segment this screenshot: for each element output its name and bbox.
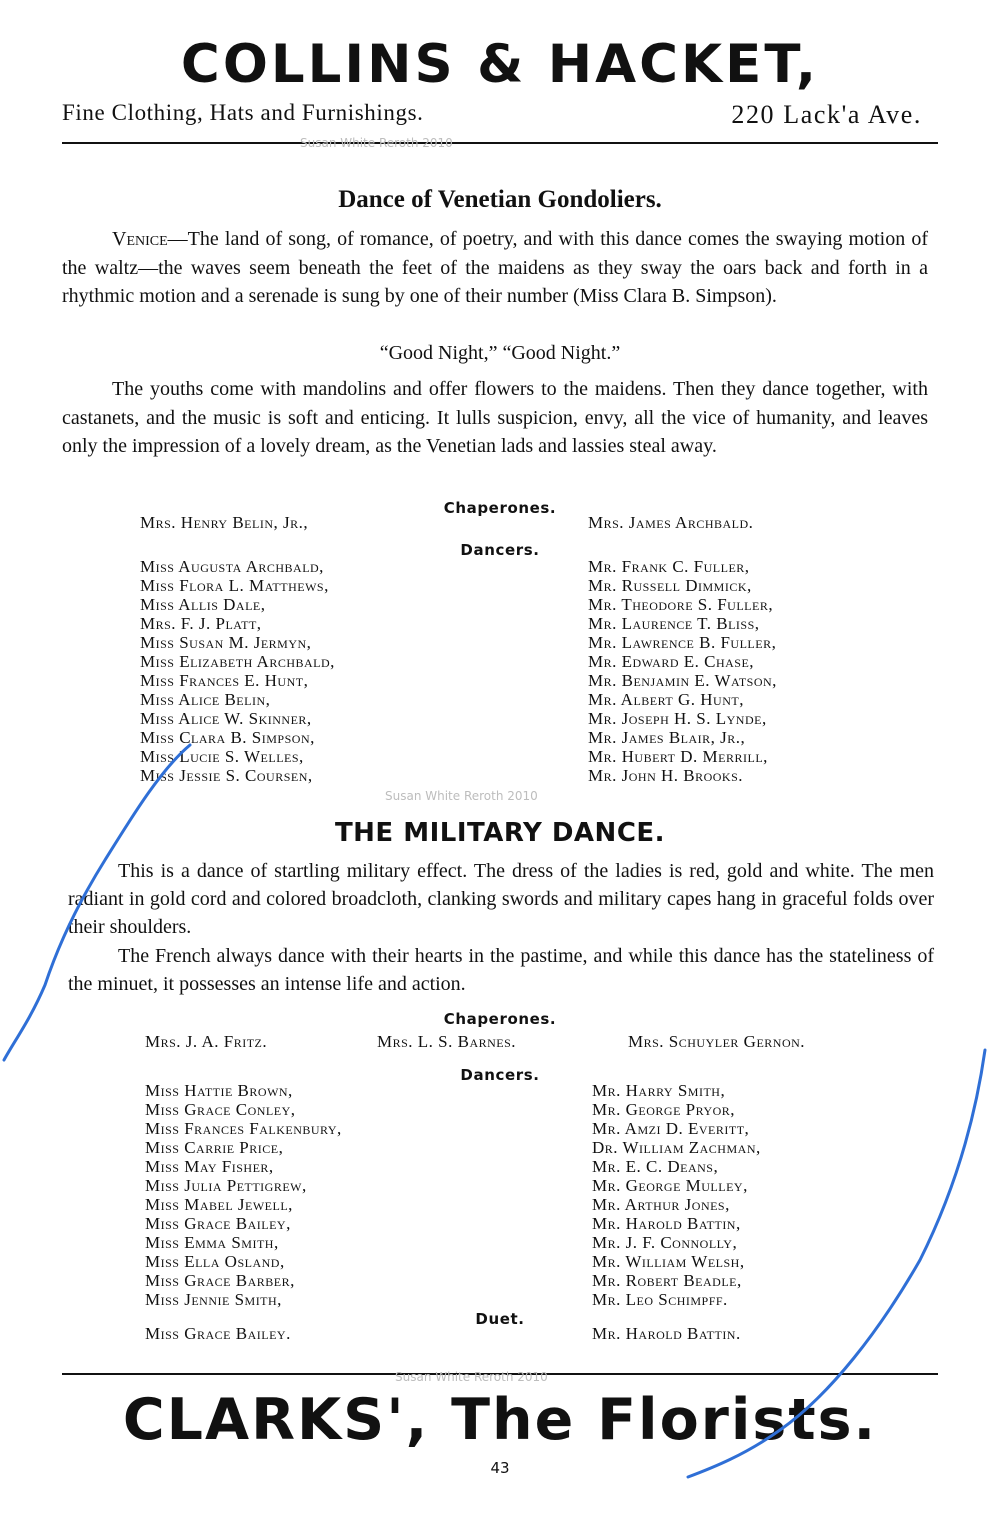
- gondoliers-chaperone: Mrs. James Archbald.: [588, 513, 754, 532]
- military-dancer: Mr. J. F. Connolly,: [592, 1233, 738, 1252]
- gondoliers-dancer: Mrs. F. J. Platt,: [140, 614, 262, 633]
- military-paragraph-1: This is a dance of startling military effect. The dress of the ladies is red, gold and white. The men radiant in gold cord and colored broadcloth, clanking swords and military capes hang in graceful folds over their shoulders.: [68, 860, 934, 939]
- gondoliers-chaperone: Mrs. Henry Belin, Jr.,: [140, 513, 309, 532]
- gondoliers-paragraph-1-text: —The land of song, of romance, of poetry, and with this dance comes the swaying motion of the waltz—the waves seem beneath the feet of the maidens as they sway the oars back and forth in a rhythmic motion and a serenade is sung by one of their number (Miss Clara B. Simpson).: [62, 228, 928, 308]
- gondoliers-chaperones-heading: Chaperones.: [443, 499, 557, 517]
- gondoliers-dancer: Miss Lucie S. Welles,: [140, 747, 304, 766]
- gondoliers-dancer: Mr. John H. Brooks.: [588, 766, 744, 785]
- section-title-military: THE MILITARY DANCE.: [334, 818, 666, 848]
- gondoliers-paragraph-2: The youths come with mandolins and offer flowers to the maidens. Then they dance together, with castanets, and the music is soft and enticing. It lulls suspicion, envy, all the vice of humanity, and leaves only the impression of a lovely dream, as the Venetian lads and lassies steal away.: [62, 378, 928, 458]
- military-chaperone: Mrs. Schuyler Gernon.: [628, 1032, 806, 1051]
- gondoliers-dancer: Mr. Albert G. Hunt,: [588, 690, 744, 709]
- gondoliers-dancer: Miss Susan M. Jermyn,: [140, 633, 312, 652]
- military-chaperone: Mrs. J. A. Fritz.: [145, 1032, 268, 1051]
- gondoliers-dancer: Miss Jessie S. Coursen,: [140, 766, 313, 785]
- gondoliers-dancer: Mr. Theodore S. Fuller,: [588, 595, 774, 614]
- gondoliers-dancer: Mr. Laurence T. Bliss,: [588, 614, 760, 633]
- military-dancer: Miss Grace Bailey,: [145, 1214, 291, 1233]
- military-dancer: Miss Mabel Jewell,: [145, 1195, 293, 1214]
- gondoliers-dancers-right-list: [588, 557, 777, 785]
- military-dancers-heading: Dancers.: [460, 1066, 540, 1084]
- military-dancer: Mr. Harry Smith,: [592, 1081, 726, 1100]
- military-duet-heading: Duet.: [475, 1310, 525, 1328]
- military-dancer: Mr. Robert Beadle,: [592, 1271, 742, 1290]
- military-dancer: Mr. Leo Schimpff.: [592, 1290, 728, 1309]
- military-dancer: Miss Emma Smith,: [145, 1233, 279, 1252]
- top-advert-store-name: COLLINS & HACKET,: [180, 34, 820, 95]
- gondoliers-dancers-left-list: [140, 557, 335, 785]
- military-dancer: Mr. George Mulley,: [592, 1176, 748, 1195]
- top-advert-address: 220 Lack'a Ave.: [731, 100, 922, 129]
- military-dancer: Miss Grace Barber,: [145, 1271, 295, 1290]
- gondoliers-dancer: Mr. Lawrence B. Fuller,: [588, 633, 777, 652]
- page-number: 43: [490, 1459, 510, 1477]
- watermark-top: Susan White Reroth 2010: [300, 136, 453, 150]
- gondoliers-dancer: Mr. James Blair, Jr.,: [588, 728, 746, 747]
- watermark-bottom: Susan White Reroth 2010: [395, 1370, 548, 1384]
- military-dancer: Mr. Harold Battin,: [592, 1214, 741, 1233]
- military-dancer: Miss Ella Osland,: [145, 1252, 285, 1271]
- gondoliers-dancer: Mr. Hubert D. Merrill,: [588, 747, 768, 766]
- gondoliers-dancer: Miss Alice Belin,: [140, 690, 271, 709]
- gondoliers-dancer: Miss Frances E. Hunt,: [140, 671, 309, 690]
- gondoliers-paragraph-1: [62, 225, 928, 311]
- military-dancers-left-list: [145, 1081, 342, 1309]
- military-chaperones-heading: Chaperones.: [443, 1010, 557, 1028]
- military-dancer: Miss May Fisher,: [145, 1157, 274, 1176]
- gondoliers-song-quote: “Good Night,” “Good Night.”: [379, 342, 621, 364]
- military-chaperone: Mrs. L. S. Barnes.: [377, 1032, 517, 1051]
- military-dancers-right-list: [592, 1081, 761, 1309]
- top-divider: [62, 142, 938, 144]
- gondoliers-dancer: Mr. Russell Dimmick,: [588, 576, 752, 595]
- military-dancer: Mr. Amzi D. Everitt,: [592, 1119, 750, 1138]
- gondoliers-dancer: Miss Alice W. Skinner,: [140, 709, 312, 728]
- military-dancer: Miss Hattie Brown,: [145, 1081, 293, 1100]
- military-dancer: Miss Carrie Price,: [145, 1138, 284, 1157]
- gondoliers-dancer: Miss Augusta Archbald,: [140, 557, 324, 576]
- bottom-advert-store-name: CLARKS', The Florists.: [122, 1387, 878, 1453]
- gondoliers-dancer: Miss Clara B. Simpson,: [140, 728, 315, 747]
- military-dancer: Miss Julia Pettigrew,: [145, 1176, 307, 1195]
- section-title-gondoliers: Dance of Venetian Gondoliers.: [338, 186, 662, 213]
- gondoliers-paragraph-1-lead: Venice: [112, 228, 168, 250]
- military-dancer: Mr. Arthur Jones,: [592, 1195, 730, 1214]
- gondoliers-dancer: Mr. Joseph H. S. Lynde,: [588, 709, 767, 728]
- gondoliers-dancer: Miss Elizabeth Archbald,: [140, 652, 335, 671]
- military-dancer: Miss Frances Falkenbury,: [145, 1119, 342, 1138]
- military-dancer: Miss Jennie Smith,: [145, 1290, 282, 1309]
- watermark-middle: Susan White Reroth 2010: [385, 789, 538, 803]
- military-dancer: Mr. William Welsh,: [592, 1252, 745, 1271]
- gondoliers-dancer: Miss Flora L. Matthews,: [140, 576, 329, 595]
- gondoliers-dancer: Mr. Edward E. Chase,: [588, 652, 755, 671]
- military-dancer: Miss Grace Conley,: [145, 1100, 296, 1119]
- military-dancer: Dr. William Zachman,: [592, 1138, 761, 1157]
- military-duet-partner: Mr. Harold Battin.: [592, 1324, 741, 1343]
- military-duet-partner: Miss Grace Bailey.: [145, 1324, 291, 1343]
- military-dancer: Mr. George Pryor,: [592, 1100, 736, 1119]
- gondoliers-dancer: Mr. Benjamin E. Watson,: [588, 671, 777, 690]
- gondoliers-dancers-heading: Dancers.: [460, 541, 540, 559]
- top-advert-tagline: Fine Clothing, Hats and Furnishings.: [62, 100, 424, 125]
- gondoliers-dancer: Miss Allis Dale,: [140, 595, 266, 614]
- gondoliers-dancer: Mr. Frank C. Fuller,: [588, 557, 750, 576]
- military-paragraph-2: The French always dance with their hearts in the pastime, and while this dance has the stateliness of the minuet, it possesses an intense life and action.: [68, 945, 934, 996]
- military-dancer: Mr. E. C. Deans,: [592, 1157, 719, 1176]
